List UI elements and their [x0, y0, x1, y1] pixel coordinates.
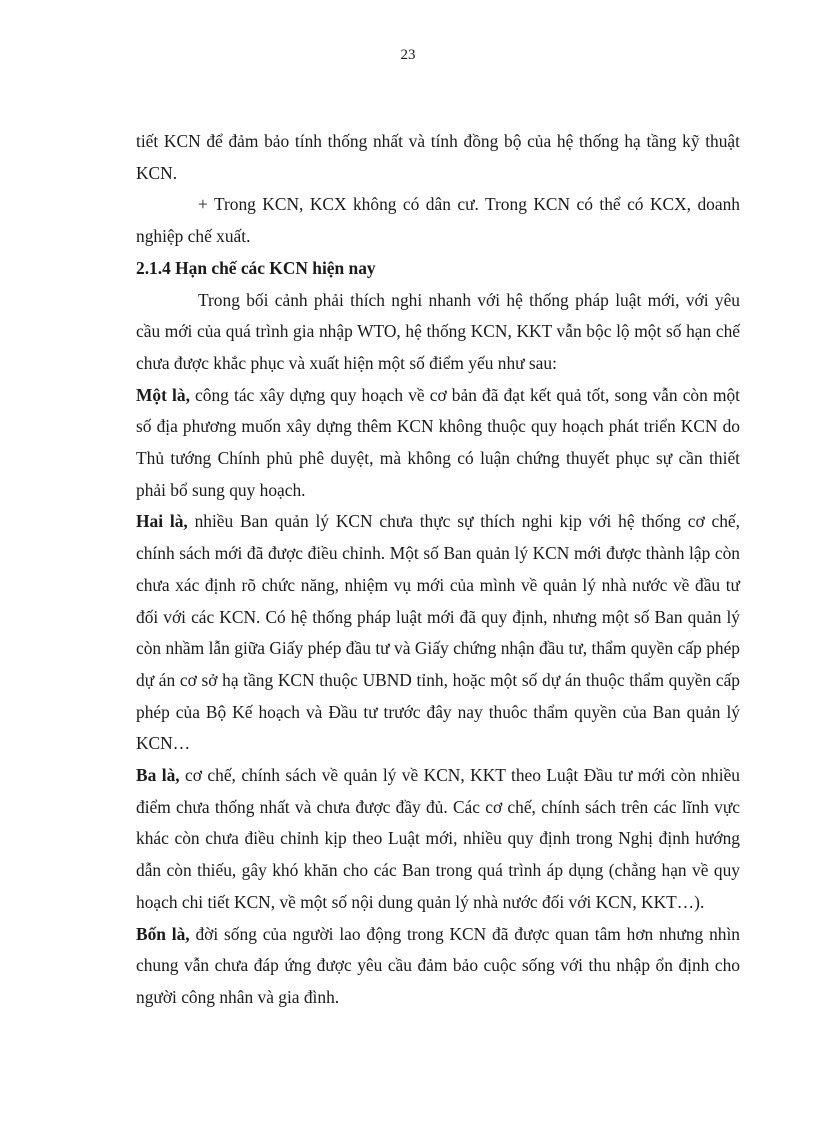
paragraph-continuation: tiết KCN để đảm bảo tính thống nhất và tính đồng bộ của hệ thống hạ tầng kỹ thuật KCN. — [136, 131, 740, 183]
text-first: công tác xây dựng quy hoạch về cơ bản đã đạt kết quả tốt, song vẫn còn một số địa phương muốn xây dựng thêm KCN không thuộc quy hoạch phát triển KCN do Thủ tướng Chính phủ phê duyệt, mà không có luận chứng thuyết phục sự cần thiết phải bổ sung quy hoạch. — [136, 384, 740, 500]
lead-first: Một là, — [136, 384, 190, 405]
paragraph-kcn-kcx: + Trong KCN, KCX không có dân cư. Trong KCN có thể có KCX, doanh nghiệp chế xuất. — [136, 194, 740, 247]
section-heading: 2.1.4 Hạn chế các KCN hiện nay — [136, 257, 376, 278]
lead-third: Ba là, — [136, 765, 180, 786]
text-fourth: đời sống của người lao động trong KCN đã được quan tâm hơn nhưng nhìn chung vẫn chưa đáp ứng được yêu cầu đảm bảo cuộc sống với thu nhập ổn định cho người công nhân và gia đình. — [136, 923, 740, 1007]
page-number: 23 — [400, 47, 416, 63]
paragraph-context: Trong bối cảnh phải thích nghi nhanh với hệ thống pháp luật mới, với yêu cầu mới của quá trình gia nhập WTO, hệ thống KCN, KKT vẫn bộc lộ một số hạn chế chưa được khắc phục và xuất hiện một số điểm yếu như sau: — [136, 289, 740, 373]
body-text — [136, 126, 740, 1014]
lead-fourth: Bốn là, — [136, 923, 190, 944]
text-third: cơ chế, chính sách về quản lý về KCN, KKT theo Luật Đầu tư mới còn nhiều điểm chưa thống nhất và chưa được đầy đủ. Các cơ chế, chính sách trên các lĩnh vực khác còn chưa điều chỉnh kịp theo Luật mới, nhiều quy định trong Nghị định hướng dẫn còn thiếu, gây khó khăn cho các Ban trong quá trình áp dụng (chẳng hạn về quy hoạch chi tiết KCN, về một số nội dung quản lý nhà nước đối với KCN, KKT…). — [136, 765, 740, 912]
paragraph-first-limitation — [136, 380, 740, 507]
text-second: nhiều Ban quản lý KCN chưa thực sự thích nghi kịp với hệ thống cơ chế, chính sách mới đã được điều chỉnh. Một số Ban quản lý KCN mới được thành lập còn chưa xác định rõ chức năng, nhiệm vụ mới của mình về quản lý nhà nước về đầu tư đối với các KCN. Có hệ thống pháp luật mới đã quy định, nhưng một số Ban quản lý còn nhầm lẫn giữa Giấy phép đầu tư và Giấy chứng nhận đầu tư, thẩm quyền cấp phép dự án cơ sở hạ tầng KCN thuộc UBND tỉnh, hoặc một số dự án thuộc thẩm quyền cấp phép của Bộ Kế hoạch và Đầu tư trước đây nay thuôc thẩm quyền của Ban quản lý KCN… — [136, 511, 740, 754]
paragraph-fourth-limitation — [136, 919, 740, 1014]
lead-second: Hai là, — [136, 511, 188, 532]
paragraph-second-limitation — [136, 506, 740, 760]
paragraph-third-limitation — [136, 760, 740, 919]
